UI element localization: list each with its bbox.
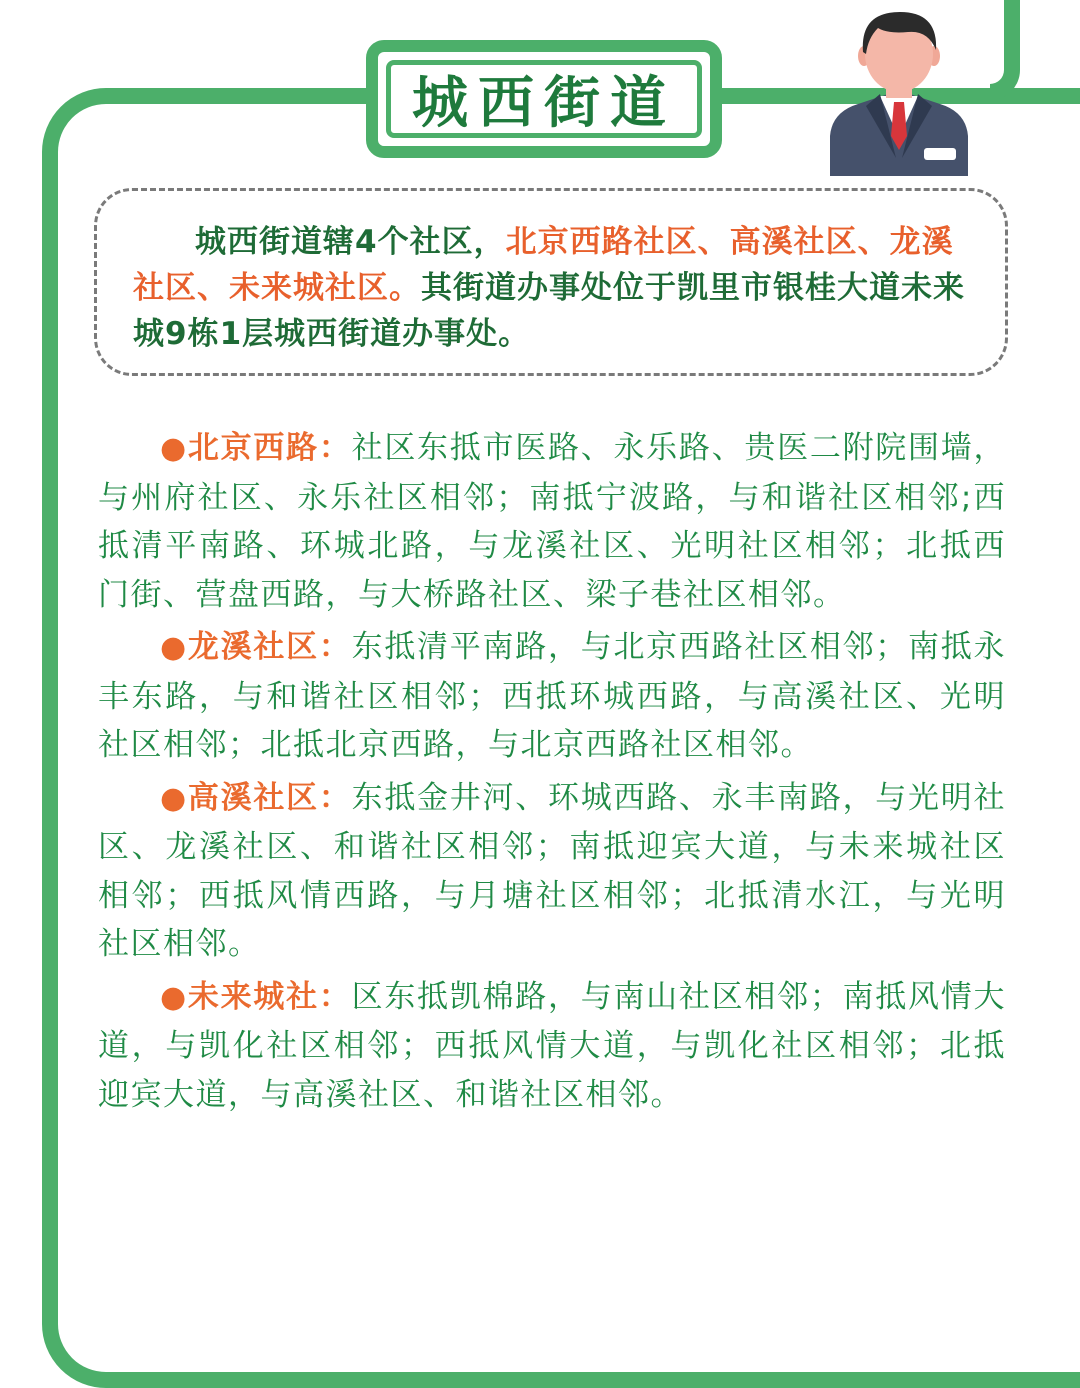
bullet-dot-icon: ● — [160, 979, 188, 1015]
summary-box — [94, 188, 1008, 376]
community-name: 龙溪社区： — [187, 629, 352, 665]
title-box — [366, 40, 722, 158]
summary-text — [133, 219, 965, 357]
bullet-dot-icon: ● — [160, 780, 188, 816]
summary-community-list: 北京西路社区、高溪社区、龙溪社区、未来城社区。 — [133, 224, 954, 306]
community-entry — [98, 623, 1006, 770]
community-name: 未来城社： — [187, 978, 352, 1015]
community-boundary: 东抵金井河、环城西路、永丰南路，与光明社区、龙溪社区、和谐社区相邻；南抵迎宾大道，与未来城社区相邻；西抵风情西路，与月塘社区相邻；北抵清水江，与光明社区相邻。 — [98, 779, 1007, 962]
community-entry — [98, 973, 1006, 1120]
bullet-dot-icon: ● — [160, 431, 188, 466]
community-entry — [98, 424, 1006, 619]
summary-office-location: 其街道办事处位于凯里市银桂大道未来城9栋1层城西街道办事处。 — [133, 270, 965, 352]
community-name: 高溪社区： — [187, 779, 352, 816]
community-name: 北京西路： — [187, 430, 352, 466]
bullet-dot-icon: ● — [160, 630, 188, 665]
title-inner-border — [386, 60, 702, 138]
frame-top-line — [990, 0, 1020, 100]
community-entry — [98, 774, 1006, 969]
community-boundary: 东抵清平南路，与北京西路社区相邻；南抵永丰东路，与和谐社区相邻；西抵环城西路，与高溪社区、光明社区相邻；北抵北京西路，与北京西路社区相邻。 — [98, 629, 1007, 763]
businessman-avatar-icon — [828, 8, 970, 176]
community-boundary: 社区东抵市医路、永乐路、贵医二附院围墙，与州府社区、永乐社区相邻；南抵宁波路，与和谐社区相邻;西抵清平南路、环城北路，与龙溪社区、光明社区相邻；北抵西门街、营盘西路，与大桥路社区、梁子巷社区相邻。 — [98, 430, 1007, 613]
community-list — [98, 424, 1006, 1123]
page-title: 城西街道 — [412, 71, 676, 136]
community-boundary: 区东抵凯棉路，与南山社区相邻；南抵风情大道，与凯化社区相邻；西抵风情大道，与凯化社区相邻；北抵迎宾大道，与高溪社区、和谐社区相邻。 — [98, 978, 1007, 1113]
summary-prefix: 城西街道辖4个社区， — [195, 224, 506, 260]
